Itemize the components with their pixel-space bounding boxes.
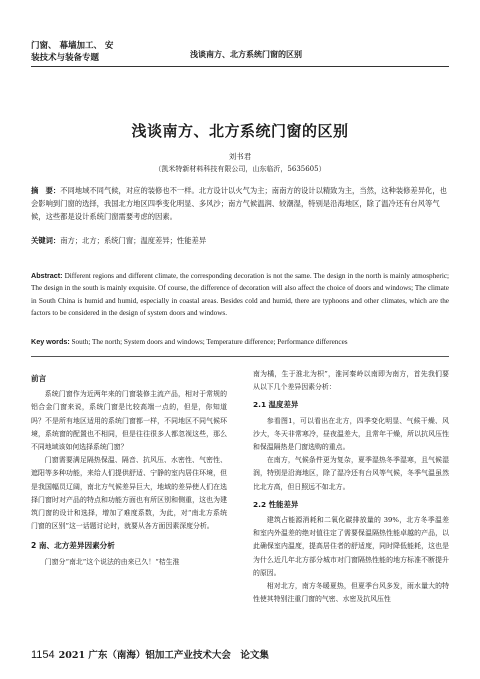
article-title: 浅谈南方、北方系统门窗的区别 <box>131 122 349 140</box>
paragraph: 参看图1，可以看出在北方，四季变化明显、气候干燥、风沙大，冬天非常寒冷，昼夜温差大，且常年干燥，所以抗风压性和保温隔热是门窗选购的重点。 <box>253 416 449 452</box>
journal-column-line1: 门窗、 幕墙加工、 安 <box>31 41 114 51</box>
header-divider <box>31 66 449 67</box>
abstract-divider <box>31 356 449 357</box>
abstract-en-text: Different regions and different climate, the corresponding decoration is not the same. The design in the north is mainly atmospheric; The design in the south is mainly exquisite. Of course, the difference of decoration will also affect the choice of doors and windows; The climate in South China is humid and humid, especially in coastal areas. Besides cold and humid, there are typhoons and other climates, which are the factors to be considered in the design of system doors and windows. <box>31 272 449 317</box>
affiliation: （凯米特新材料科技有限公司，山东临沂，5635605） <box>154 165 326 173</box>
abstract-en-label: Abstract: <box>31 271 63 280</box>
keywords-cn-text: 南方；北方；系统门窗；温度差异；性能差异 <box>60 236 207 245</box>
keywords-cn-label: 关键词： <box>31 236 61 245</box>
running-title: 浅谈南方、北方系统门窗的区别 <box>190 50 302 59</box>
page-number: 1154 <box>31 649 55 661</box>
section-heading-2: 2 南、北方差异因素分析 <box>31 541 115 551</box>
abstract-en <box>31 270 449 319</box>
abstract-cn <box>31 184 449 224</box>
keywords-en-label: Key words: <box>31 337 70 346</box>
keywords-en <box>31 337 449 346</box>
keywords-cn <box>31 236 449 246</box>
journal-column-label <box>31 40 113 64</box>
section-heading-preface: 前言 <box>31 374 47 383</box>
body-column-right <box>253 368 449 606</box>
conference-name: 2021 广东（南海）铝加工产业技术大会 论文集 <box>58 650 269 661</box>
page-footer <box>31 647 269 661</box>
keywords-en-text: South; The north; System doors and windows; Temperature difference; Performance differences <box>71 338 348 346</box>
paragraph: 系统门窗作为近两年来的门窗装修主流产品，相对于常规的铝合金门窗来说，系统门窗是比较高端一点的，但是，你知道吗？不是所有地区适用的系统门窗都一样，不同地区不同气候环境，系统窗的配置也不相同，但是往往很多人都忽视这些，那么不同地域该如何选择系统门窗？ <box>31 390 227 452</box>
subsection-heading-2-1: 2.1 温度差异 <box>253 400 299 410</box>
paragraph: 相对北方，南方冬暖夏热，但夏季台风多发，雨水量大的特性使其特别注重门窗的气密、水密及抗风压性 <box>253 582 449 604</box>
paragraph: 建筑占能源消耗和二氧化碳排放量的 39%，北方冬季温差和室内外温差的绝对值往定了需要保温隔热性能卓越的产品，以此确保室内温度，提高居住者的舒适度，同时降低能耗，这也是为什么近几年北方部分城市对门窗隔热性能的地方标准不断提升的原因。 <box>253 516 449 577</box>
paragraph: 在南方，气候条件更为复杂，夏季湿热冬季湿寒，且气候湿润，特别是沿海地区，除了湿冷还有台风等气候，冬季气温虽然比北方高，但日照远不如北方。 <box>253 456 449 491</box>
abstract-cn-label: 摘 要： <box>31 186 61 195</box>
paragraph: 南为橘，生于淮北为枳”，淮河秦岭以南即为南方，首先我们要从以下几个差异因素分析： <box>253 370 449 392</box>
paragraph: 门窗分“南北”这个说法的由来已久！“桔生淮 <box>44 557 180 566</box>
body-column-left <box>31 368 227 569</box>
subsection-heading-2-2: 2.2 性能差异 <box>253 499 299 509</box>
journal-column-line2: 装技术与装备专题 <box>31 53 100 63</box>
abstract-cn-text: 不同地域不同气候，对应的装修也不一样。北方设计以火气为主；南南方的设计以精致为主，当然，这种装修差异化，也会影响到门窗的选择，我国北方地区四季变化明显、多风沙；南方气候温润、较潮湿，特别是沿海地区，除了温冷还有台风等气候，这些都是设计系统门窗需要考虑的因素。 <box>31 186 447 222</box>
author: 刘书君 <box>228 152 252 161</box>
paragraph: 门窗需要满足隔热保温、隔音、抗风压、水密性、气密性、遮阳等多种功能，来给人们提供舒适、宁静的室内居住环境，但是我国幅员辽阔，南北方气候差异巨大，地域的差异使人们在选择门窗时对产品的特点和功能方面也有所区别和侧重，这也为建筑门窗的设计和选择，增加了难度系数，为此，对“南北方系统门窗的区别”这一话题讨论时，就要从各方面因素深度分析。 <box>31 456 227 531</box>
